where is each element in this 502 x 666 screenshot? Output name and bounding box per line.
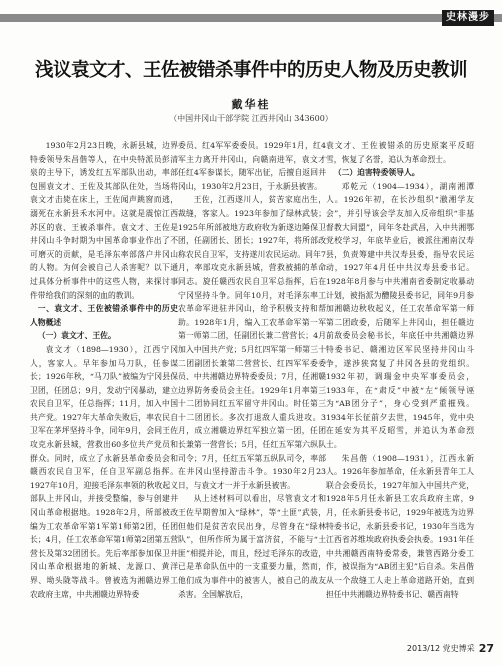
- section-heading: 一、袁文才、王佐被错杀事件中的历史人物概述: [30, 304, 178, 327]
- text-column-2: [178, 139, 326, 601]
- article-title: 浅议袁文才、王佐被错杀事件中的历史人物及历史教训: [34, 60, 467, 81]
- header-bar: [0, 14, 502, 22]
- page-footer: [407, 641, 494, 657]
- author-affiliation: （中国井冈山干部学院 江西井冈山 343600）: [169, 114, 333, 123]
- text-column-1: [30, 139, 178, 601]
- issue-label: 2013/12 党史博采: [406, 644, 475, 653]
- paragraph: 委员、红4军军委委员。1929年1月，红4军主力离开井冈山，向赣南进军，袁文才任红4军参谋长，随军出征，后擅自返回井冈山，1930年2月23日，于永新县被害。: [178, 141, 326, 191]
- paragraph: 1930年2月23日晚，永新县城，边界特委领导朱昌偕等人，在中央特派员彭清泉的主导下，诱发红五军部队出动，率部包围袁文才、王佐及其部队住处，当场将袁文才击毙在床上，王佐闻声跳窗而逃，溺死在永新县禾水河中。这就是震惊江西苏区的袁、王被杀事件。袁文才、王佐是井冈山斗争时期为中国革命事业作出了不可磨灭的贡献，是毛泽东率部落户井冈山的人物。为何会被自己人杀害呢？以下通过具体分析事件中的这些人物，来探讨事件带给我们的深刻的血的教训。: [30, 141, 178, 300]
- text-column-3: [326, 139, 474, 601]
- page-number: 27: [478, 642, 494, 655]
- paragraph: 袁文才、王佐被错杀的历史原案平反昭雪，恢复了名誉，追认为革命烈士。: [326, 141, 474, 164]
- paragraph: 邓乾元（1904—1934），湖南湘潭人。1926年初，在长沙组织“澈湘学友会”，并引导该会学友加入反帝组织“非基督教大同盟”，同年冬赴武昌，入中共湘鄂党校学习，年底毕业后，被派往湘南汉寿县，负责筹建中共汉寿县委，指导农民运动，1927年4月任中共汉寿县委书记。1928年8月参与中共湘南省委制定收暴动计划，被指派为醴陵县委书记，同年9月参加湘赣边秋收起义，任工农革命军第一师第二团政委，后随军上井冈山，担任赣边前敌委员会秘书长，年底任中共湘赣边界特委书记、赣湘边区军民坚持井冈山斗争，遂涉狭窝复了井冈各县的党组织。1932年初，调瑞金中央军事委员会，1933年，在“肃反”中被“左”倾领导诬为“AB团分子”，身心受到严重摧残。1934年长征前夕去世，1945年，党中央在延安为其平反昭雪，并追认为革命烈士。: [326, 181, 474, 450]
- paragraph: 从上述材料可以看出，尽管袁文才和王佐早期曾加入“绿林”，等“土匪”武装，但他们是贫苦农民出身，尽管身在“绿林队”，但所作所为属于富济贫，不能与“土匪”相提并论，而且，经过毛泽东的改造，已是革命队伍中的一支重要力量，然而，他们成为事件中的被害人，被自己的战友杀害。全国解放后，: [178, 494, 326, 599]
- paragraph: 朱昌偕（1908—1931），江西永新人。1926年参加革命，任永新县青年工人联合会委员长，1927年加入中国共产党，1928年5月任永新县工农兵政府主席，9月，任永新县委书记，1929年被选为边界特委书记，永新县委书记，1930年当选为江西省苏维埃政府执委会执委。1931年任中共湘赣西南特委常委，兼管西路分委工作，被误指为“AB团主犯”后自杀。朱昌偕从一个敌缝工人走上革命道路开始，直到担任中共湘赣边界特委书记、赣西南特: [326, 453, 474, 599]
- section-tag: 史林漫步: [442, 10, 494, 26]
- article-author: 戴华桂: [231, 98, 271, 111]
- paragraph: 袁文才（1898—1930），江西宁冈人，客家人。早年参加马刀队，任参谋长；1926年秋，“马刀队”被编为宁冈县保卫团，任团总；9月，发动宁冈暴动，建立农民自卫军，任总指挥；11月，加入中国共产党。1927年大革命失败后，率农民自卫军在茅坪坚持斗争，同年9月，会同王佐攻克永新县城，营救出60多位共产党员和群众。同时，成立了永新县革命委员会和赣西农民自卫军，任自卫军副总指挥。1927年10月，迎接毛泽东率领的秋收起义部队上井冈山，并接受整编，参与创建井冈山革命根据地。1928年2月，所部被改编为工农革命军第1军第1师第2团，任团长；4月，任工农革命军第1师第2团第五营营长及第32团团长。先后率部参加保卫井冈山革命根据地的新城、龙源口、黄洋界、坳头陇等战斗。曾被选为湘赣边界工农政府主席，中共湘赣边界特委: [30, 344, 178, 599]
- subsection-heading: （一）袁文才、王佐。: [37, 331, 116, 341]
- subsection-heading: （二）迫害特委领导人。: [333, 168, 420, 178]
- paragraph: 王佐，江西遂川人，贫苦家庭出生，裁缝，客家人。1923年参加了绿林武装；1925年所部被地方政府收为新遂边陲保卫团，任副团长、团长；1927年，将所部改称农民自卫军，支持遂川农民运动。同年7月，率部攻克永新县城，营救被捕的革命同志。旋任赣西农民自卫军总指挥，后在宁冈坚持斗争。同年10月，对毛泽东率工农革命军进驻井冈山，给予积极支持和帮助。1928年1月，编入工农革命军第一军第一师第二团，任副团长兼二营营长；4月加入中国共产党；5月红四军第一师第三十二团副团长兼第二营营长、红四军军委委员、中共湘赣边界特委委员；7月，任湘赣边界防务委员会主任。1929年1月率第三十二团协同红五军留守井冈山。时任第三十二团团长。多次打退敌人重兵进攻。3月，成立湘赣边界红军独立第一团，任团长兼第一营营长；5月，任红五军第六纵队司令；7月，任红五军第五纵队司令，率部在井冈山坚持游击斗争。1930年2月23日，与袁文才一并于永新县被害。: [178, 195, 326, 490]
